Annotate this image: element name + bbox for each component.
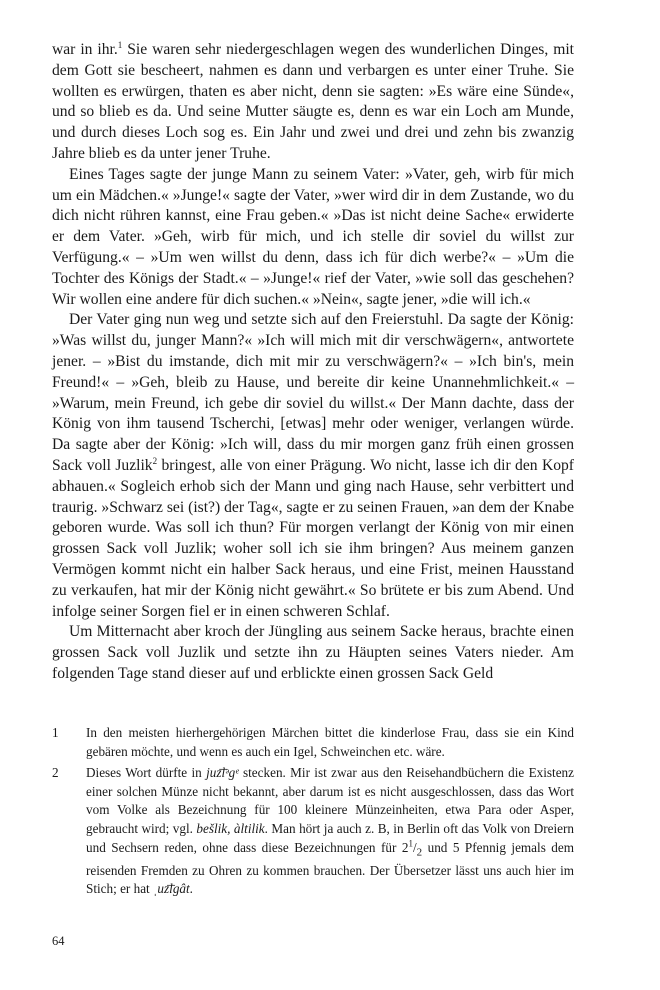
footnotes (52, 724, 574, 902)
paragraph-2: Eines Tages sagte der junge Mann zu seinem Vater: »Vater, geh, wirb für mich um ein Mädchen.« »Junge!« sagte der Vater, »wer wird dir in dem Zustande, wo du dich nicht rühren kannst, eine Frau geben.« »Das ist nicht deine Sache« erwiderte er dem Vater. »Geh, wirb für mich, und ich stelle dir soviel du willst zur Verfügung.« – »Um wen willst du denn, dass ich für dich werbe?« – »Um die Tochter des Königs der Stadt.« – »Junge!« rief der Vater, »wie soll das geschehen? Wir wollen eine andere für dich suchen.« »Nein«, sagte jener, »die will ich.« (52, 165, 574, 308)
paragraph-3: Der Vater ging nun weg und setzte sich auf den Freierstuhl. Da sagte der König: »Was willst du, junger Mann?« »Ich will mich mit dir verschwägern«, antwortete jener. – »Bist du imstande, dich mit mir zu verschwägern?« – »Ich bin's, mein Freund!« – »Geh, bleib zu Hause, und bereite dir keine Unannehmlichkeit.« – »Warum, mein Freund, ich gebe dir soviel du willst.« Der Mann dachte, dass der König von ihm tausend Tscherchi, [etwas] mehr oder weniger, verlangen würde. Da sagte aber der König: »Ich will, dass du mir morgen ganz früh einen grossen Sack voll Juzlik$^2$ bringest, alle von einer Prägung. Wo nicht, lasse ich dir den Kopf abhauen.« Sogleich erhob sich der Mann und ging nach Hause, sehr verbittert und traurig. »Schwarz sei (ist?) der Tag«, sagte er zu seinen Frauen, »an dem der Knabe geboren wurde. Was soll ich thun? Für morgen verlangt der König von mir einen grossen Sack voll Juzlik; woher soll ich sie ihm bringen? Aus meinem ganzen Vermögen kommt nicht ein halber Sack heraus, und eine Frist, meinen Hausstand zu verkaufen, hat mir der König nicht gewährt.« So brütete er bis zum Abend. Und infolge seiner Sorgen fiel er in einen schweren Schlaf. (52, 311, 574, 620)
footnote-number: 1 (52, 725, 59, 740)
footnote-2 (52, 764, 574, 899)
fraction-numerator: 1 (408, 838, 413, 849)
footnote-text: Dieses Wort dürfte in juz͞lᵊgᵉ stecken. Mir ist zwar aus den Reisehandbüchern die Existenz einer solchen Münze nicht bekannt, aber darum ist es nicht ausgeschlossen, dass das Wort vom Volke als Bezeichnung für 100 kleinere Münzeinheiten, etwa Para oder Asper, gebraucht wird; vgl. bešlik, àltilik. Man hört ja auch z. B, in Berlin oft das Volk von Dreiern und Sechsern reden, ohne dass diese Bezeichnungen für $2^1/_2$ und 5 Pfennig jemals dem reisenden Fremden zu Ohren zu kommen brauchen. Der Übersetzer lässt uns auch hier im Stich; er hat ˌuz͞lgât. (86, 765, 575, 897)
footnote-ref-2: 2 (152, 455, 158, 466)
footnote-number: 2 (52, 765, 59, 781)
paragraph-4: Um Mitternacht aber kroch der Jüngling aus seinem Sacke heraus, brachte einen grossen Sack voll Juzlik und setzte ihn zu Häupten seines Vaters nieder. Am folgenden Tage stand dieser auf und erblickte einen grossen Sack Geld (52, 623, 574, 682)
fraction-denominator: 2 (416, 846, 423, 859)
transliteration-term: juz͞lᵊgᵉ (206, 765, 239, 781)
main-text (52, 40, 574, 685)
transliteration-term: ˌuz͞lgât (153, 881, 190, 897)
page-number: 64 (52, 934, 65, 948)
footnote-ref-1: 1 (117, 39, 123, 50)
footnote-text: In den meisten hierhergehörigen Märchen bittet die kinderlose Frau, dass sie ein Kind gebären möchte, und wenn es auch ein Igel, Schweinchen etc. wäre. (86, 725, 574, 759)
transliteration-term: bešlik, àltilik (196, 820, 265, 836)
footnote-1 (52, 724, 574, 761)
paragraph-1: war in ihr.$^1$ Sie waren sehr niedergeschlagen wegen des wunderlichen Dinges, mit dem Gott sie bescheert, nahmen es dann und verbargen es unter einer Truhe. Sie wollten es erwürgen, thaten es aber nicht, denn sie sagten: »Es wäre eine Sünde«, und so blieb es da. Und seine Mutter säugte es, denn es war ein Loch am Munde, und durch dieses Loch sog es. Ein Jahr und zwei und drei und zehn bis zwanzig Jahre blieb es da unter jener Truhe. (52, 39, 574, 162)
